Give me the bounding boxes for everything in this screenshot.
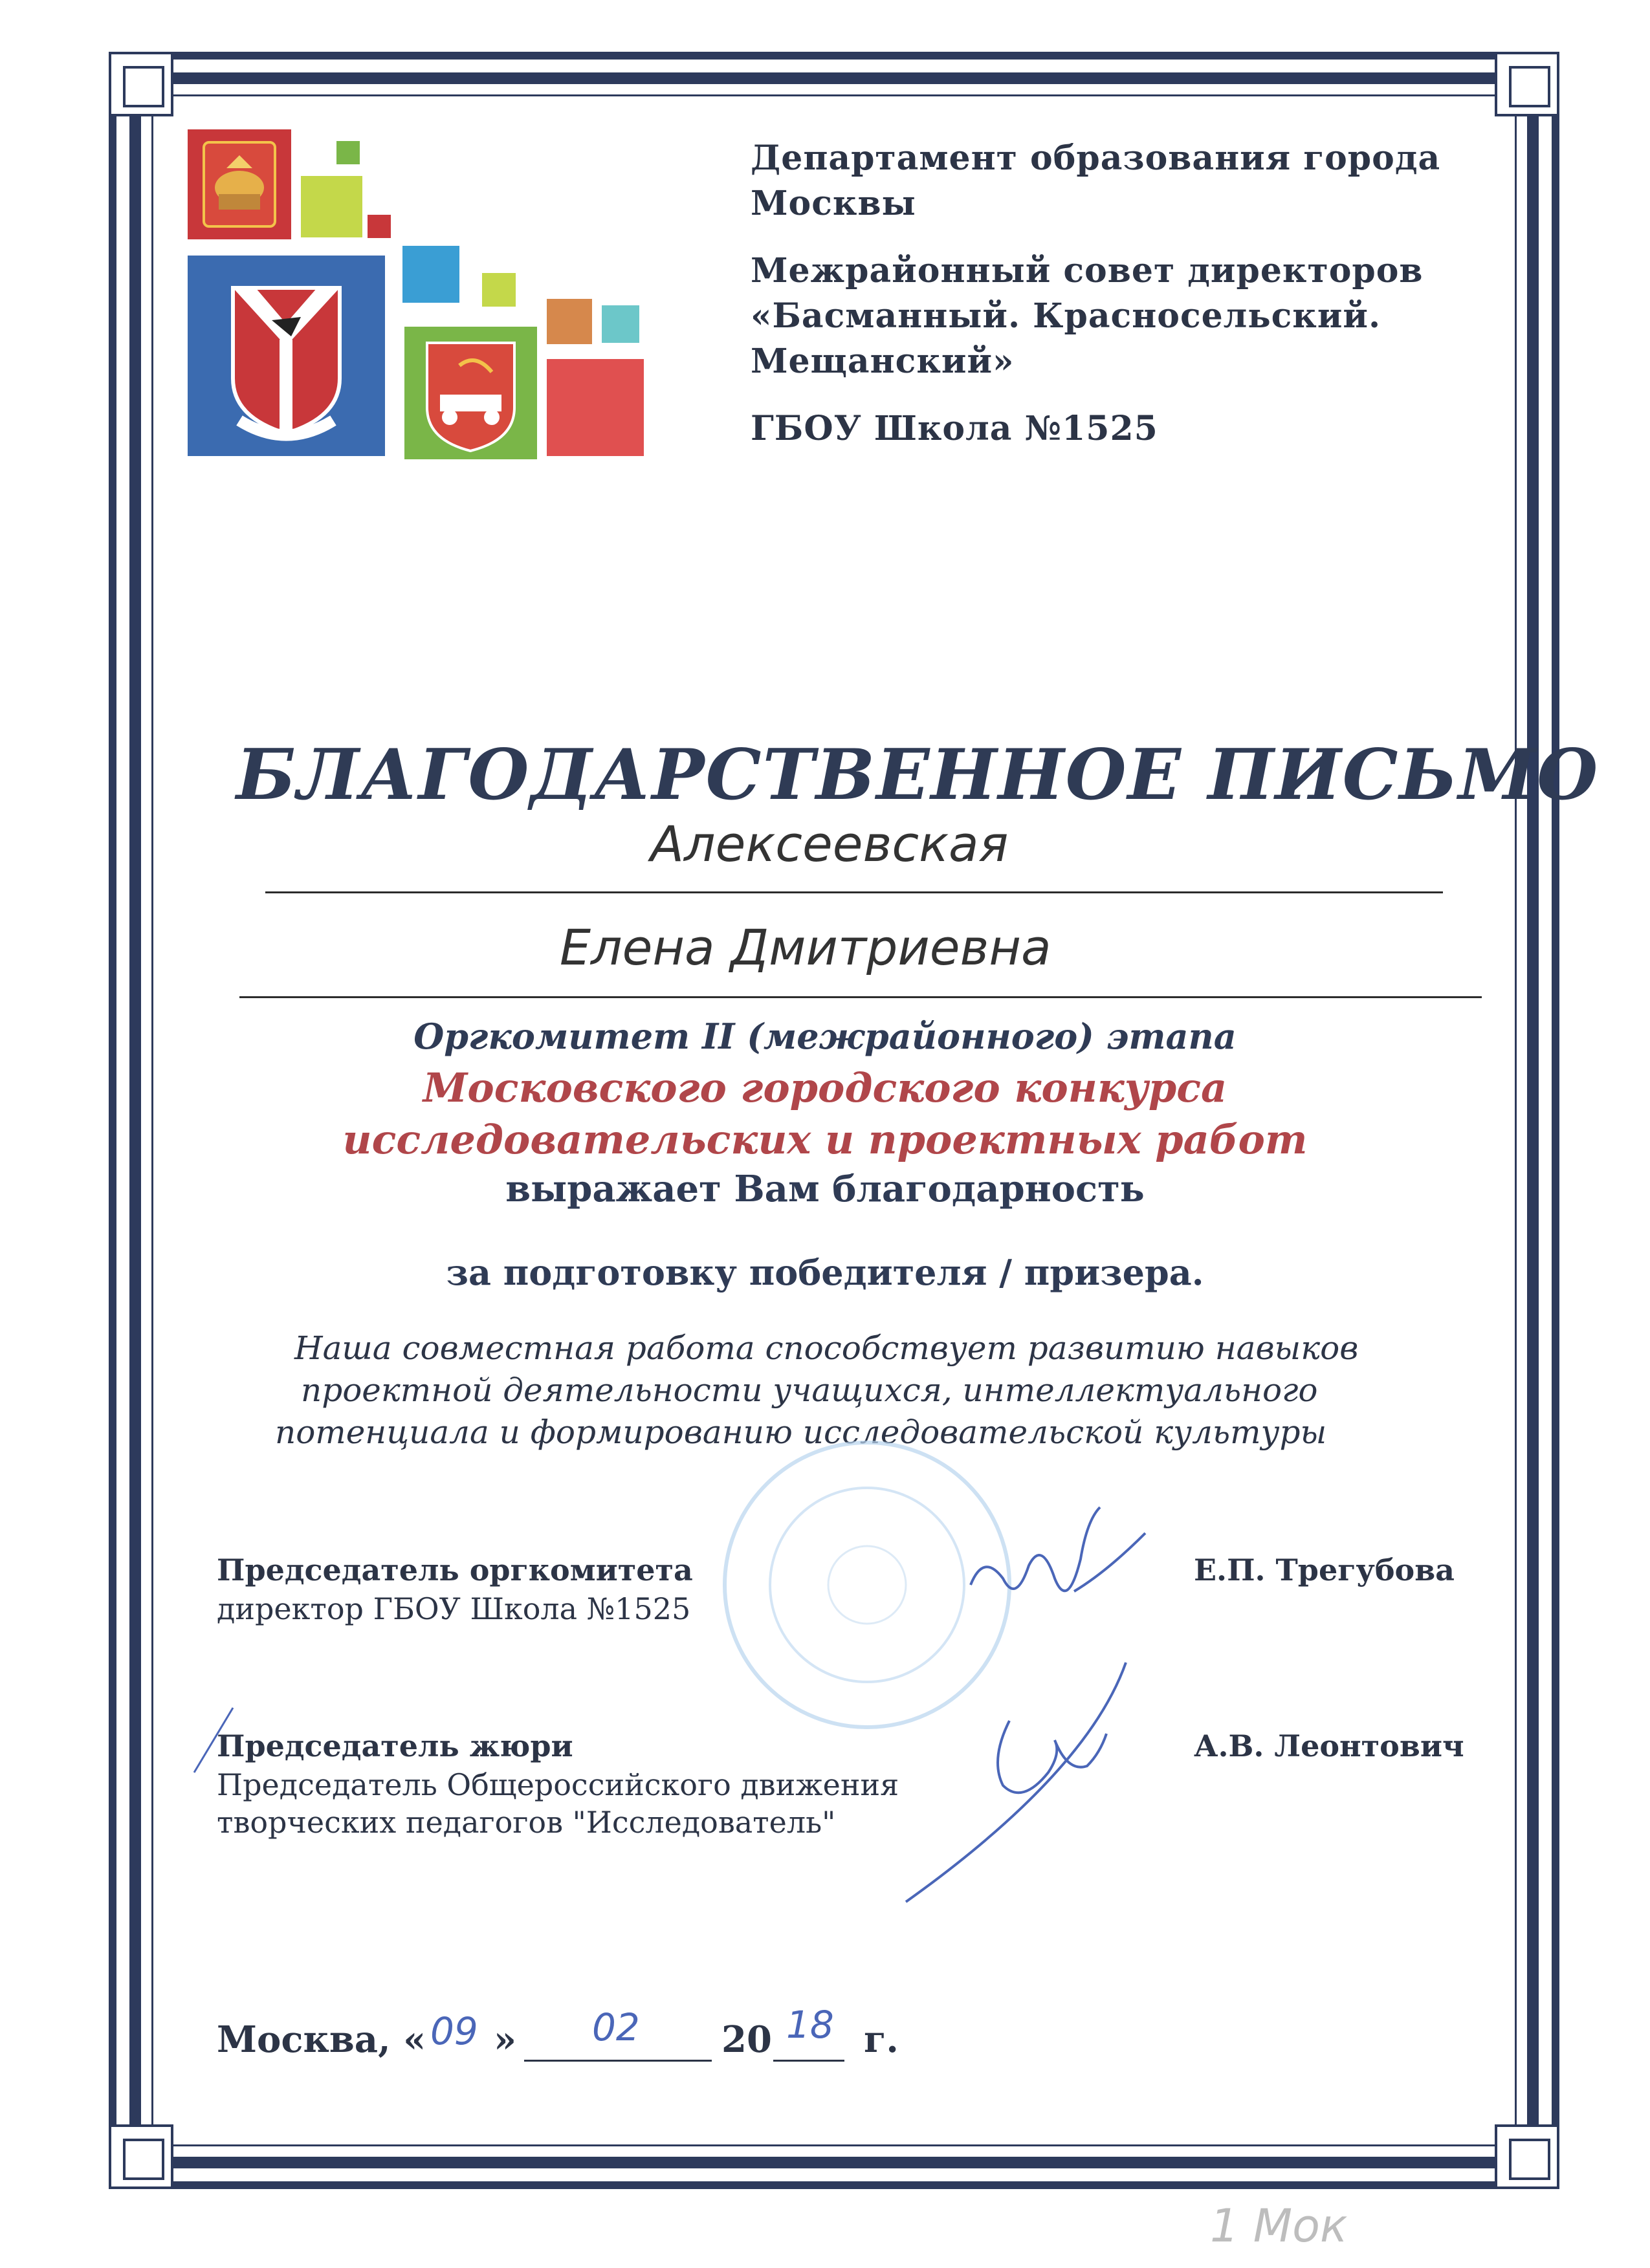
message-paragraph-line-2: проектной деятельности учащихся, интеллектуального	[301, 1371, 1318, 1409]
message-line-4: выражает Вам благодарность	[505, 1168, 1145, 1210]
logo-square	[402, 246, 459, 303]
signature-1-subtitle: директор ГБОУ Школа №1525	[217, 1591, 691, 1626]
logo-square	[301, 176, 362, 237]
logo-square	[547, 359, 644, 456]
pen-mark-icon	[188, 1701, 246, 1779]
message-line-3: исследовательских и проектных работ	[342, 1116, 1308, 1163]
signature-1-name: Е.П. Трегубова	[1194, 1553, 1455, 1587]
coat-of-arms-basmanny	[188, 129, 291, 239]
date-mid: »	[494, 2018, 516, 2061]
date-month: 02	[592, 2005, 640, 2049]
signature-1-title: Председатель оргкомитета	[217, 1553, 693, 1587]
recipient-name: Елена Дмитриевна	[560, 919, 1051, 976]
message-line-1: Оргкомитет II (межрайонного) этапа	[413, 1016, 1237, 1057]
logo-block	[188, 129, 654, 459]
header-text	[751, 136, 1440, 452]
logo-square	[368, 215, 391, 238]
date-suffix: г.	[864, 2018, 899, 2061]
logo-square	[482, 273, 516, 307]
date-year-prefix: 20	[721, 2018, 772, 2061]
handwritten-signature-1-icon	[958, 1481, 1152, 1650]
date-year-suffix: 18	[786, 2003, 834, 2047]
message-paragraph-line-1: Наша совместная работа способствует развитию навыков	[294, 1329, 1359, 1367]
frame-corner-top-right	[1495, 52, 1559, 116]
date-day: 09	[430, 2009, 478, 2053]
margin-pencil-note: 1 Мок	[1210, 2199, 1348, 2252]
handwritten-signature-2-icon	[893, 1643, 1178, 1915]
header-line-2: Москвы	[751, 184, 916, 223]
month-underline	[524, 2060, 712, 2062]
name-underline	[239, 996, 1482, 998]
coat-of-arms-meshchansky	[404, 327, 537, 459]
signature-2-title: Председатель жюри	[217, 1728, 573, 1763]
signature-2-subtitle: Председатель Общероссийского движения	[217, 1767, 899, 1802]
meshchansky-emblem-icon	[404, 327, 537, 459]
header-line-3: Межрайонный совет директоров	[751, 251, 1424, 290]
header-line-1: Департамент образования города	[751, 138, 1441, 178]
message-line-2: Московского городского конкурса	[423, 1064, 1227, 1111]
header-line-6: ГБОУ Школа №1525	[751, 409, 1158, 448]
signature-2-name: А.В. Леонтович	[1194, 1728, 1464, 1763]
basmanny-emblem-icon	[188, 129, 291, 239]
recipient-surname: Алексеевская	[650, 815, 1009, 873]
surname-underline	[265, 891, 1443, 893]
document-title: БЛАГОДАРСТВЕННОЕ ПИСЬМО	[236, 734, 1600, 816]
coat-of-arms-krasnoselsky	[188, 256, 385, 456]
logo-square	[547, 299, 592, 344]
frame-corner-bottom-right	[1495, 2124, 1559, 2189]
message-reason: за подготовку победителя / призера.	[446, 1252, 1204, 1293]
logo-square	[336, 141, 360, 164]
header-line-5: Мещанский»	[751, 342, 1015, 381]
date-prefix: Москва, «	[217, 2018, 426, 2061]
logo-square	[602, 305, 639, 343]
message-paragraph-line-3: потенциала и формированию исследовательской культуры	[275, 1413, 1327, 1451]
header-line-4: «Басманный. Красносельский.	[751, 296, 1381, 336]
date-line	[217, 2003, 993, 2083]
signature-2-subtitle-2: творческих педагогов "Исследователь"	[217, 1805, 836, 1840]
krasnoselsky-emblem-icon	[188, 256, 385, 456]
year-underline	[773, 2060, 844, 2062]
frame-corner-bottom-left	[109, 2124, 173, 2189]
frame-corner-top-left	[109, 52, 173, 116]
